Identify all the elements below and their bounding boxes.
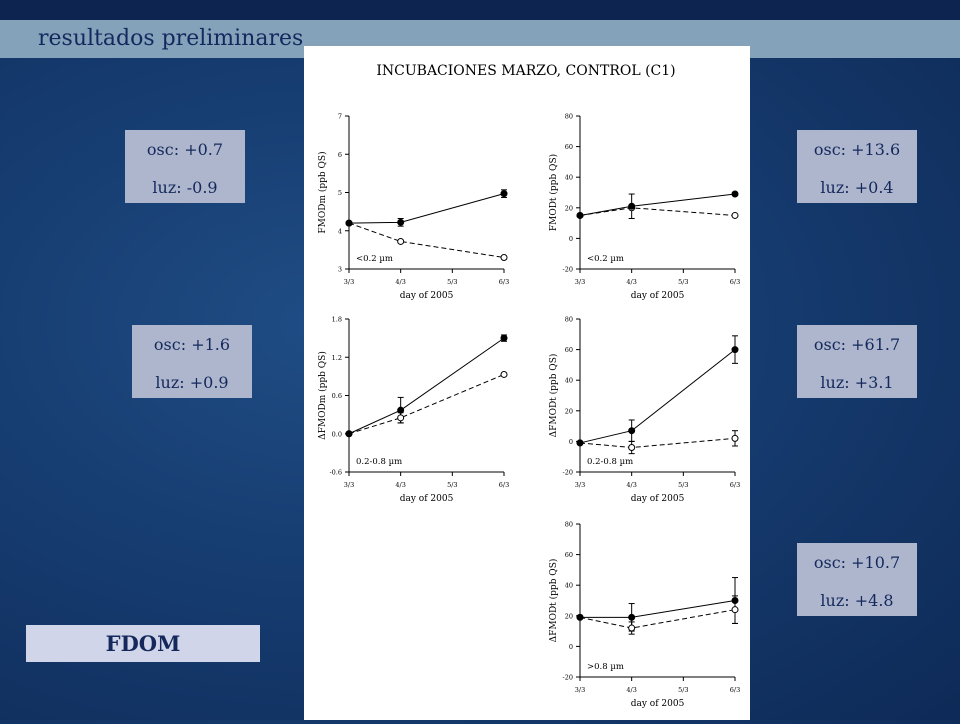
stat-osc: osc: +10.7 [813,553,901,572]
data-point-open [629,625,635,631]
data-point-filled [501,191,507,197]
data-point-open [398,238,404,244]
series-line-filled [349,194,504,223]
x-tick-label: 4/3 [395,481,406,489]
y-tick-label: 1.8 [331,315,342,324]
size-fraction-annotation: <0.2 µm [587,254,624,264]
y-tick-label: 40 [564,173,573,182]
x-tick-label: 5/3 [678,481,689,489]
stat-box-2 [797,130,917,203]
data-point-filled [501,335,507,341]
size-fraction-annotation: <0.2 µm [356,254,393,264]
series-line-open [580,438,735,447]
x-axis-label: day of 2005 [630,291,685,301]
x-axis-label: day of 2005 [630,494,685,504]
top-band [0,0,960,20]
x-tick-label: 6/3 [729,481,741,489]
figure-panel [304,46,750,720]
x-tick-label: 3/3 [574,278,586,286]
y-tick-label: 60 [564,551,573,560]
size-fraction-annotation: >0.8 µm [587,662,624,672]
x-tick-label: 3/3 [343,278,355,286]
data-point-filled [577,440,583,446]
figure-svg [304,46,750,720]
stat-osc: osc: +13.6 [813,140,901,159]
x-tick-label: 6/3 [729,278,741,286]
y-axis-label: ΔFMODt (ppb QS) [549,353,559,438]
stat-box-3 [132,325,252,398]
x-tick-label: 3/3 [574,481,586,489]
series-line-filled [580,350,735,443]
chart-1 [317,113,509,302]
data-point-filled [577,212,583,218]
y-tick-label: 80 [564,520,573,529]
data-point-open [629,445,635,451]
x-tick-label: 5/3 [447,278,458,286]
data-point-filled [732,191,738,197]
data-point-open [732,435,738,441]
y-tick-label: -20 [562,265,573,274]
y-tick-label: 4 [337,227,342,236]
figure-title: INCUBACIONES MARZO, CONTROL (C1) [376,63,676,79]
stat-luz: luz: +3.1 [820,373,894,392]
y-tick-label: 0.6 [331,392,342,400]
series-line-open [349,374,504,433]
y-tick-label: 0 [568,437,573,446]
y-axis-label: ΔFMODm (ppb QS) [318,351,328,440]
size-fraction-annotation: 0.2-0.8 µm [587,457,634,467]
fdom-label-box: FDOM [26,625,260,662]
x-axis-label: day of 2005 [630,699,685,709]
data-point-filled [629,614,635,620]
y-tick-label: 20 [564,204,573,213]
x-tick-label: 6/3 [498,481,510,489]
x-axis-label: day of 2005 [399,291,454,301]
series-line-open [580,610,735,628]
x-tick-label: 4/3 [395,278,406,286]
data-point-filled [732,598,738,604]
stat-osc: osc: +1.6 [153,335,231,354]
chart-4 [548,316,740,505]
data-point-open [398,415,404,421]
y-tick-label: 80 [564,315,573,324]
y-tick-label: 5 [337,189,342,197]
series-line-filled [349,338,504,434]
x-tick-label: 4/3 [626,278,637,286]
y-tick-label: 60 [564,346,573,355]
data-point-filled [629,203,635,209]
y-tick-label: 40 [564,376,573,385]
data-point-filled [398,407,404,413]
y-tick-label: 20 [564,407,573,416]
data-point-filled [732,347,738,353]
y-tick-label: 3 [337,265,342,274]
y-tick-label: 7 [337,112,342,121]
chart-3 [317,316,509,505]
stat-osc: osc: +0.7 [146,140,224,159]
y-axis-label: FMODm (ppb QS) [318,151,328,234]
stat-box-1 [125,130,245,203]
y-tick-label: -20 [562,673,573,682]
chart-2 [548,113,740,302]
y-tick-label: -0.6 [329,468,342,477]
data-point-open [501,255,507,261]
y-axis-label: ΔFMODt (ppb QS) [549,558,559,643]
y-tick-label: 0 [568,234,573,243]
y-tick-label: 80 [564,112,573,121]
x-tick-label: 6/3 [498,278,510,286]
data-point-filled [346,220,352,226]
y-tick-label: 40 [564,581,573,590]
data-point-filled [577,614,583,620]
x-tick-label: 6/3 [729,686,741,694]
x-tick-label: 4/3 [626,686,637,694]
stat-luz: luz: +0.4 [820,178,894,197]
stat-box-4 [797,325,917,398]
y-tick-label: 20 [564,612,573,621]
y-tick-label: 0 [568,642,573,651]
series-line-open [349,223,504,257]
data-point-filled [398,219,404,225]
x-tick-label: 5/3 [447,481,458,489]
data-point-filled [346,431,352,437]
x-tick-label: 5/3 [678,278,689,286]
stat-luz: luz: +4.8 [820,591,894,610]
size-fraction-annotation: 0.2-0.8 µm [356,457,403,467]
x-axis-label: day of 2005 [399,494,454,504]
stat-box-5 [797,543,917,616]
y-tick-label: 0.0 [331,430,342,439]
data-point-open [732,607,738,613]
data-point-filled [629,428,635,434]
y-axis-label: FMODt (ppb QS) [549,153,559,232]
x-tick-label: 3/3 [343,481,355,489]
data-point-open [501,371,507,377]
series-line-filled [580,194,735,215]
y-tick-label: 60 [564,143,573,152]
x-tick-label: 4/3 [626,481,637,489]
chart-5 [548,521,740,710]
y-tick-label: 1.2 [331,353,342,362]
stat-luz: luz: +0.9 [155,373,229,392]
stat-osc: osc: +61.7 [813,335,901,354]
data-point-open [732,212,738,218]
series-line-filled [580,601,735,618]
stat-luz: luz: -0.9 [152,178,218,197]
x-tick-label: 3/3 [574,686,586,694]
y-tick-label: -20 [562,468,573,477]
x-tick-label: 5/3 [678,686,689,694]
y-tick-label: 6 [337,150,342,159]
slide-title: resultados preliminares [38,26,304,51]
